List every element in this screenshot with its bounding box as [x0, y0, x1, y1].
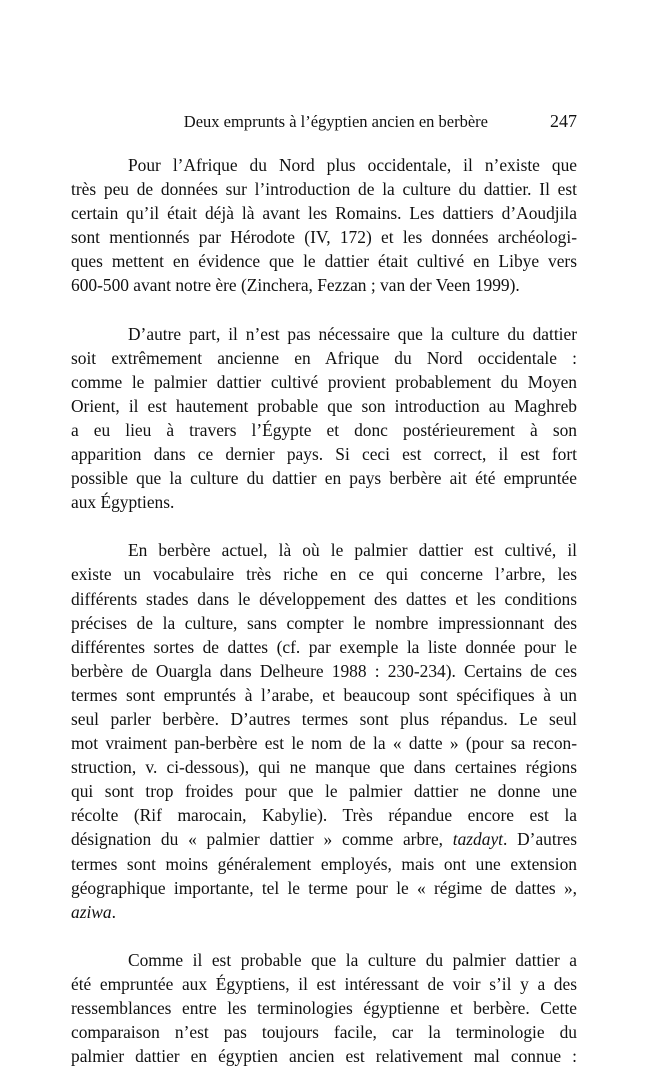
text-line: été empruntée aux Égyptiens, il est intéressant de voir s’il y a des [71, 973, 577, 994]
text-line: comme le palmier dattier cultivé provient probablement du Moyen [71, 371, 577, 392]
italic-term-aziwa: aziwa [71, 901, 112, 922]
text-line: apparition dans ce dernier pays. Si ceci est correct, il est fort [71, 444, 577, 465]
text-segment: désignation du « palmier dattier » comme arbre, [71, 829, 453, 850]
text-line: struction, v. ci-dessous), qui ne manque que dans certaines régions [71, 757, 577, 778]
text-line: termes sont empruntés à l’arabe, et beaucoup sont spécifiques à un [71, 684, 577, 705]
paragraph-2 [71, 322, 577, 515]
text-line: D’autre part, il n’est pas nécessaire que la culture du dattier [128, 323, 577, 344]
text-line: certain qu’il était déjà là avant les Romains. Les dattiers d’Aoudjila [71, 203, 577, 224]
text-line: ques mettent en évidence que le dattier était cultivé en Libye vers [71, 251, 577, 272]
page-number: 247 [550, 111, 577, 131]
page [71, 110, 577, 1068]
text-line: aux Égyptiens. [71, 492, 175, 513]
paragraph-3 [71, 538, 577, 924]
text-line: Comme il est probable que la culture du palmier dattier a [128, 949, 577, 970]
body-text [71, 153, 577, 1068]
text-line: qui sont trop froides pour que le palmier dattier ne donne une [71, 781, 577, 802]
text-line: ressemblances entre les terminologies égyptienne et berbère. Cette [71, 998, 577, 1018]
text-line: termes sont moins généralement employés, mais ont une extension [71, 853, 577, 874]
text-segment: . D’autres [503, 829, 577, 850]
text-segment: . [111, 901, 116, 922]
text-line [71, 827, 577, 851]
text-line: récolte (Rif marocain, Kabylie). Très répandue encore est la [71, 805, 577, 826]
text-line: géographique importante, tel le terme pour le « régime de dattes », [71, 877, 577, 898]
text-line: possible que la culture du dattier en pays berbère ait été empruntée [71, 468, 577, 489]
text-line: comparaison n’est pas toujours facile, car la terminologie du [71, 1022, 577, 1043]
text-line: différents stades dans le développement des dattes et les conditions [71, 588, 577, 609]
text-line: soit extrêmement ancienne en Afrique du Nord occidentale : [71, 347, 577, 368]
text-line: palmier dattier en égyptien ancien est relativement mal connue : [71, 1046, 577, 1067]
italic-term-tazdayt: tazdayt [452, 829, 504, 850]
running-title: Deux emprunts à l’égyptien ancien en berbère [183, 112, 488, 131]
text-line: différentes sortes de dattes (cf. par exemple la liste donnée pour le [71, 636, 577, 657]
text-line: très peu de données sur l’introduction de la culture du dattier. Il est [71, 179, 577, 200]
running-header [71, 110, 577, 132]
text-line: 600-500 avant notre ère (Zinchera, Fezzan ; van der Veen 1999). [71, 275, 520, 296]
text-line: Orient, il est hautement probable que son introduction au Maghreb [71, 395, 577, 416]
text-line: En berbère actuel, là où le palmier dattier est cultivé, il [128, 540, 577, 561]
text-line: Pour l’Afrique du Nord plus occidentale, il n’existe que [128, 155, 577, 175]
text-line: a eu lieu à travers l’Égypte et donc postérieurement à son [71, 419, 577, 440]
text-line: existe un vocabulaire très riche en ce qui concerne l’arbre, les [71, 564, 577, 585]
paragraph-1 [71, 153, 577, 298]
text-line: berbère de Ouargla dans Delheure 1988 : 230-234). Certains de ces [71, 660, 577, 681]
paragraph-4 [71, 948, 577, 1068]
text-line: mot vraiment pan-berbère est le nom de la « datte » (pour sa recon- [71, 733, 577, 754]
text-line [71, 900, 577, 924]
text-line: sont mentionnés par Hérodote (IV, 172) et les données archéologi- [71, 227, 577, 248]
text-line: seul parler berbère. D’autres termes sont plus répandus. Le seul [71, 708, 577, 729]
text-line: précises de la culture, sans compter le nombre impressionnant des [71, 612, 577, 633]
